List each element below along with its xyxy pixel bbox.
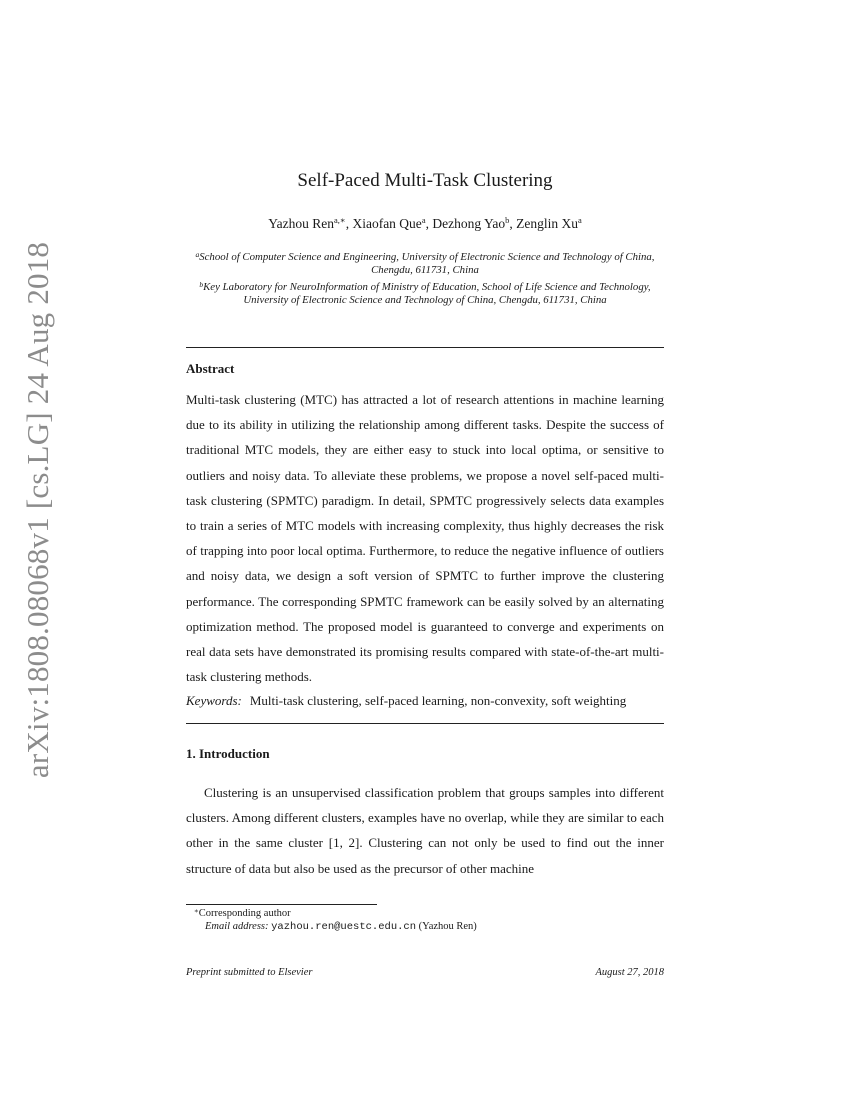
- keywords-label: Keywords:: [186, 693, 242, 708]
- email-label: Email address:: [205, 921, 269, 932]
- author-name: Xiaofan Que: [352, 216, 422, 231]
- email-owner: (Yazhou Ren): [418, 921, 477, 932]
- keywords-line: [186, 693, 664, 709]
- abstract-text: Multi-task clustering (MTC) has attracted a lot of research attentions in machine learning due to its ability in utilizing the relationship among different tasks. Despite the success of traditional MTC models, they are either easy to stuck into local optima, or sensitive to outliers and noisy data. To alleviate these problems, we propose a novel self-paced multi-task clustering (SPMTC) paradigm. In detail, SPMTC progressively selects data examples to train a series of MTC models with increasing complexity, thus highly decreases the risk of trapping into poor local optima. Furthermore, to reduce the negative influence of outliers and noisy data, we design a soft version of SPMTC to further improve the clustering performance. The corresponding SPMTC framework can be easily solved by an alternating optimization method. The proposed model is guaranteed to converge and experiments on real data sets have demonstrated its promising results compared with state-of-the-art multi-task clustering methods.: [186, 392, 664, 685]
- footnote-email: [205, 921, 477, 933]
- footer-date: August 27, 2018: [595, 967, 664, 978]
- abstract-heading: Abstract: [186, 361, 235, 376]
- footnote-corresponding: [194, 907, 291, 919]
- author-affil-mark: a: [421, 215, 426, 225]
- affiliation-mark: a: [195, 250, 200, 259]
- arxiv-identifier: arXiv:1808.08068v1 [cs.LG] 24 Aug 2018: [20, 241, 55, 779]
- author-affil-mark: a,∗: [334, 215, 346, 225]
- section-heading-introduction: 1. Introduction: [186, 746, 270, 761]
- affiliation-b-cont: University of Electronic Science and Technology of China, Chengdu, 611731, China: [243, 294, 607, 307]
- corresponding-author-text: Corresponding author: [198, 908, 291, 919]
- keywords-text: Multi-task clustering, self-paced learning, non-convexity, soft weighting: [249, 693, 627, 708]
- introduction-text: Clustering is an unsupervised classification problem that groups samples into different clusters. Among different clusters, examples have no overlap, while they are similar to each other in the same cluster [1, 2]. Clustering can not only be used to find out the inner structure of data but also be used as the precursor of other machine: [186, 785, 664, 876]
- author-name: Zenglin Xu: [516, 216, 578, 231]
- email-address: yazhou.ren@uestc.edu.cn: [271, 921, 417, 933]
- abstract-top-rule: [186, 347, 664, 348]
- author-affil-mark: a: [577, 215, 582, 225]
- author-name: Yazhou Ren: [268, 216, 335, 231]
- affiliation-b: [170, 278, 680, 294]
- footer-preprint: Preprint submitted to Elsevier: [186, 967, 313, 978]
- author-name: Dezhong Yao: [432, 216, 506, 231]
- affiliation-mark: b: [199, 279, 204, 289]
- affiliation-text: School of Computer Science and Engineering, University of Electronic Science and Technology of China,: [199, 251, 655, 263]
- author-affil-mark: b: [505, 215, 510, 225]
- author-list: Yazhou Ren$^{a,∗}$, Xiaofan Que$^a$, Dezhong Yao$^b$, Zenglin Xu$^a$: [268, 215, 582, 231]
- page-footer: [186, 967, 664, 978]
- footnote-mark: ∗: [194, 907, 199, 915]
- affiliation-text: Key Laboratory for NeuroInformation of Ministry of Education, School of Life Science and Technology,: [203, 280, 651, 293]
- paper-title: Self-Paced Multi-Task Clustering: [297, 170, 553, 191]
- footnote-rule: [186, 904, 377, 905]
- affiliation-a: [170, 248, 680, 264]
- affiliations: [170, 248, 680, 308]
- affiliation-a-cont: Chengdu, 611731, China: [371, 264, 479, 277]
- abstract-bottom-rule: [186, 723, 664, 724]
